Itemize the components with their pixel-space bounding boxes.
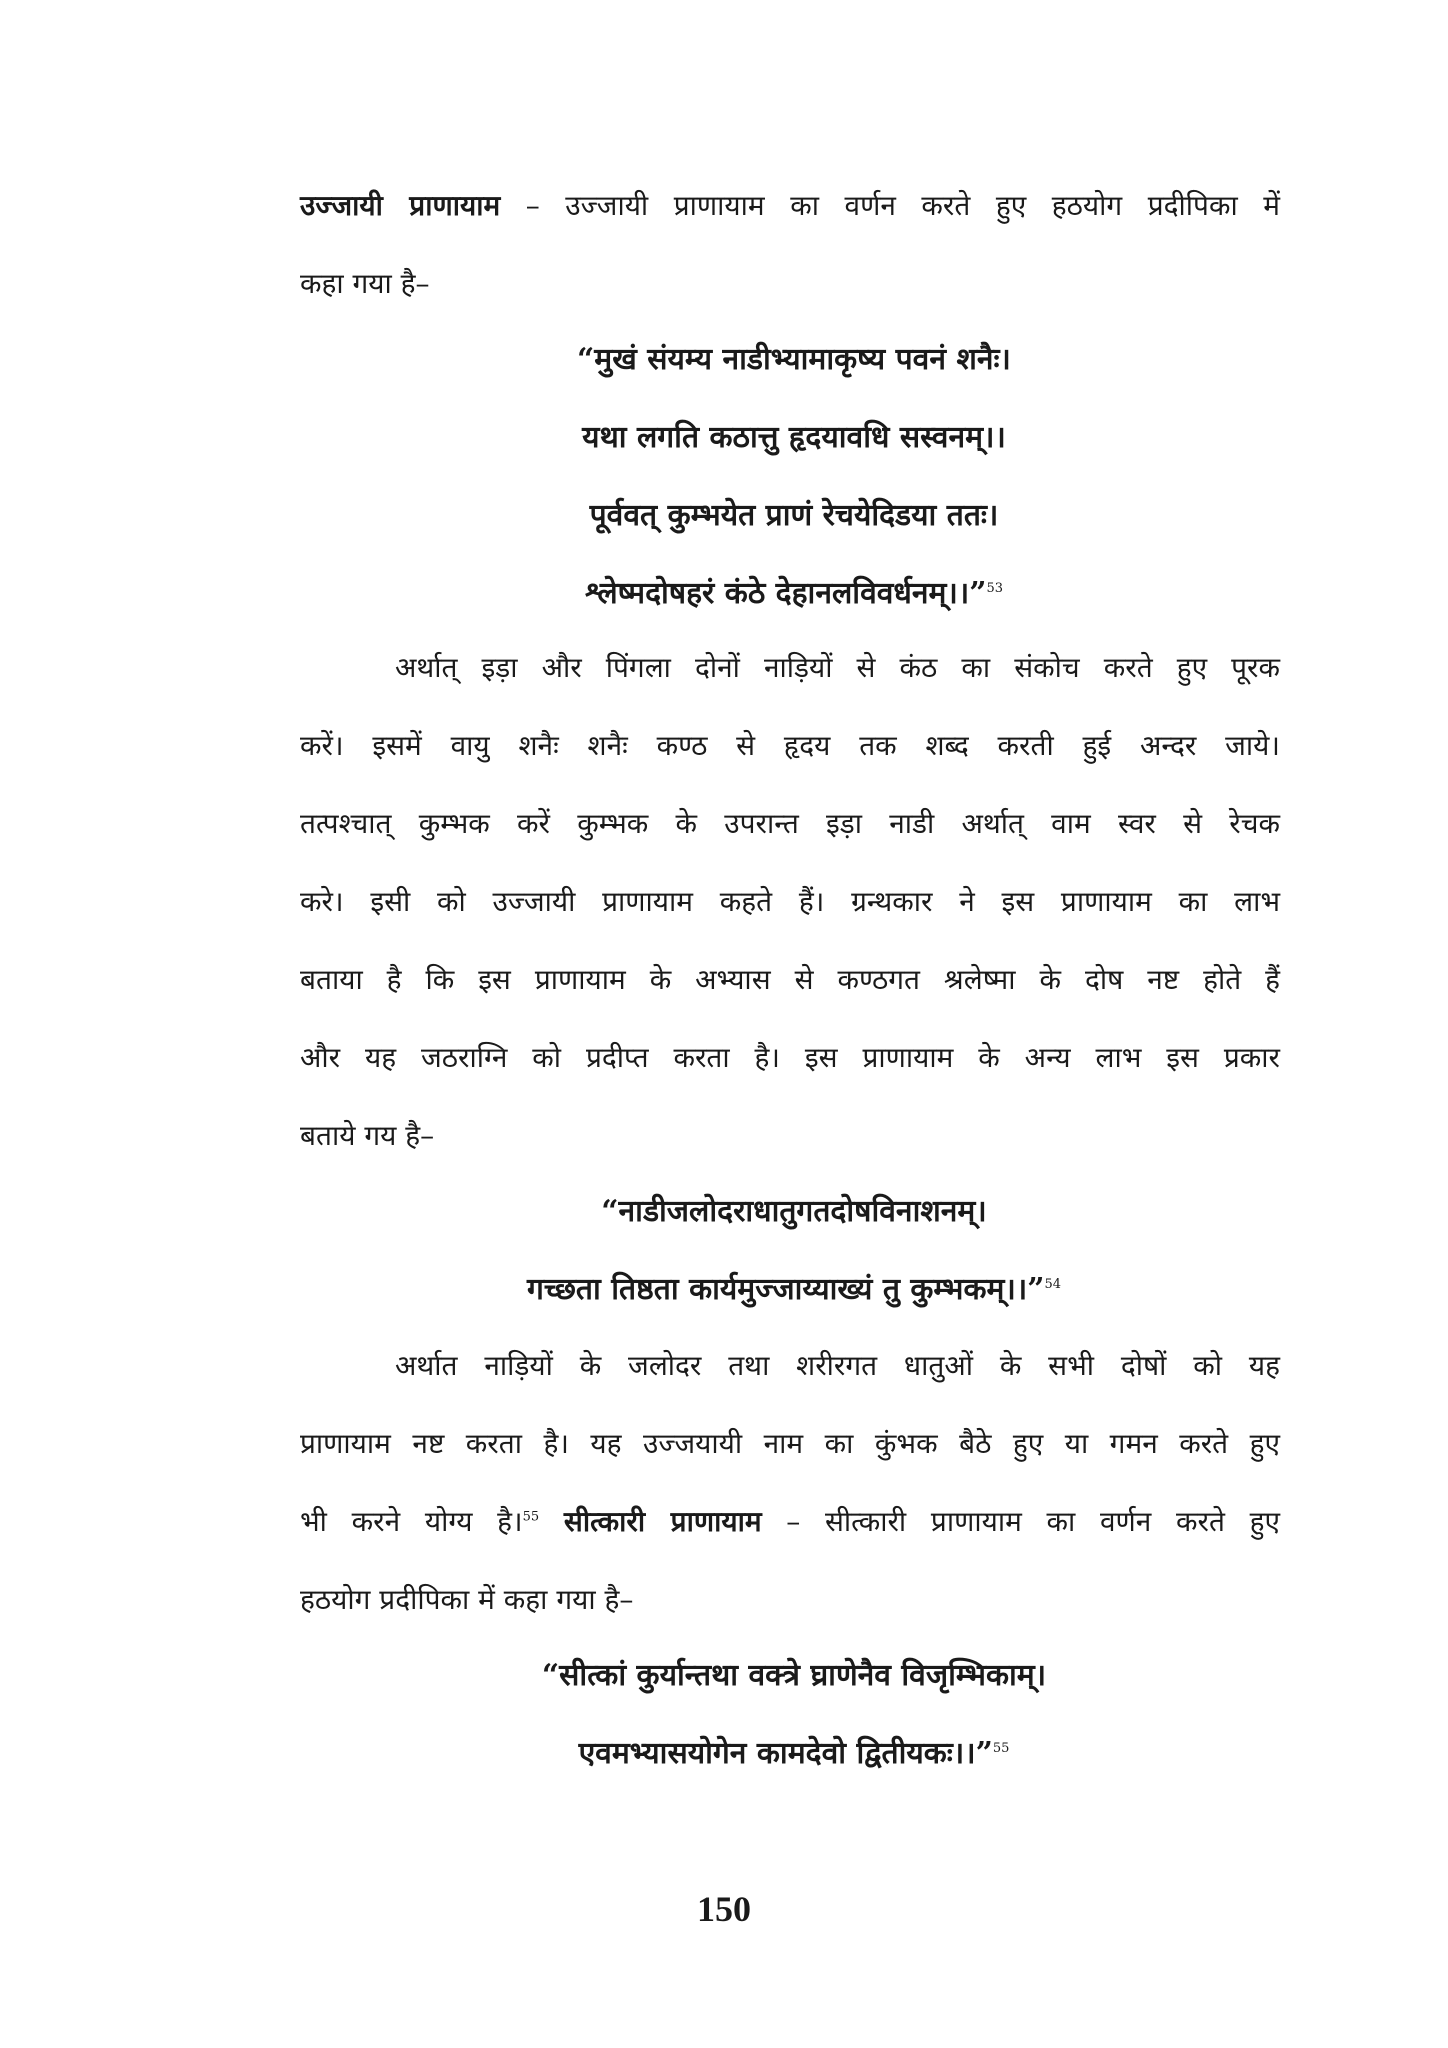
paragraph-line: प्राणायाम नष्ट करता है। यह उज्जयायी नाम का कुंभक बैठे हुए या गमन करते हुए	[300, 1427, 1280, 1460]
paragraph-line: बताये गय है–	[300, 1119, 435, 1152]
paragraph-line: करे। इसी को उज्जायी प्राणायाम कहते हैं। ग्रन्थकार ने इस प्राणायाम का लाभ	[300, 885, 1280, 918]
section-heading-ujjayi: उज्जायी प्राणायाम	[300, 189, 501, 222]
paragraph-line: अर्थात नाड़ियों के जलोदर तथा शरीरगत धातुओं के सभी दोषों को यह	[395, 1349, 1280, 1382]
paragraph-line: कहा गया है–	[300, 267, 430, 300]
verse-line	[0, 574, 1448, 614]
verse-line: “सीत्कां कुर्यान्तथा वक्त्रे घ्राणेनैव विजृम्भिकाम्।	[541, 1658, 1047, 1693]
paragraph-text: – उज्जायी प्राणायाम का वर्णन करते हुए हठयोग प्रदीपिका में	[500, 189, 1281, 222]
paragraph-line: और यह जठराग्नि को प्रदीप्त करता है। इस प्राणायाम के अन्य लाभ इस प्रकार	[300, 1041, 1280, 1074]
paragraph-line	[300, 1502, 1280, 1542]
verse-text: गच्छता तिष्ठता कार्यमुज्जाय्याख्यं तु कुम्भकम्।।”	[526, 1272, 1045, 1307]
paragraph-line: हठयोग प्रदीपिका में कहा गया है–	[300, 1583, 634, 1616]
verse-line: “नाडीजलोदराधातुगतदोषविनाशनम्।	[601, 1194, 987, 1229]
verse-text: एवमभ्यासयोगेन कामदेवो द्वितीयकः।।”	[578, 1736, 993, 1771]
footnote-marker: 54	[1044, 1277, 1062, 1292]
paragraph-line	[300, 186, 1280, 226]
paragraph-line: अर्थात् इड़ा और पिंगला दोनों नाड़ियों से कंठ का संकोच करते हुए पूरक	[395, 651, 1280, 684]
footnote-marker: 55	[992, 1741, 1010, 1756]
verse-line: यथा लगति कठात्तु हृदयावधि सस्वनम्।।	[582, 420, 1006, 455]
verse-line: पूर्ववत् कुम्भयेत प्राणं रेचयेदिडया ततः।	[589, 498, 999, 533]
paragraph-text: भी करने योग्य है।	[300, 1505, 523, 1538]
footnote-marker: 55	[522, 1509, 540, 1525]
paragraph-line: करें। इसमें वायु शनैः शनैः कण्ठ से हृदय तक शब्द करती हुई अन्दर जाये।	[300, 729, 1280, 762]
verse-text: श्लेष्मदोषहरं कंठे देहानलविवर्धनम्।।”	[584, 576, 987, 611]
footnote-marker: 53	[986, 581, 1004, 596]
verse-line	[0, 1270, 1448, 1310]
section-heading-sitkari: सीत्कारी प्राणायाम	[563, 1505, 762, 1538]
paragraph-text: – सीत्कारी प्राणायाम का वर्णन करते हुए	[761, 1505, 1281, 1538]
verse-line	[0, 1734, 1448, 1774]
paragraph-line: तत्पश्चात् कुम्भक करें कुम्भक के उपरान्त इड़ा नाडी अर्थात् वाम स्वर से रेचक	[300, 807, 1280, 840]
page-number: 150	[697, 1889, 751, 1929]
paragraph-line: बताया है कि इस प्राणायाम के अभ्यास से कण्ठगत श्रलेष्मा के दोष नष्ट होते हैं	[300, 963, 1280, 996]
verse-line: “मुखं संयम्य नाडीभ्यामाकृष्य पवनं शनैः।	[577, 342, 1011, 377]
